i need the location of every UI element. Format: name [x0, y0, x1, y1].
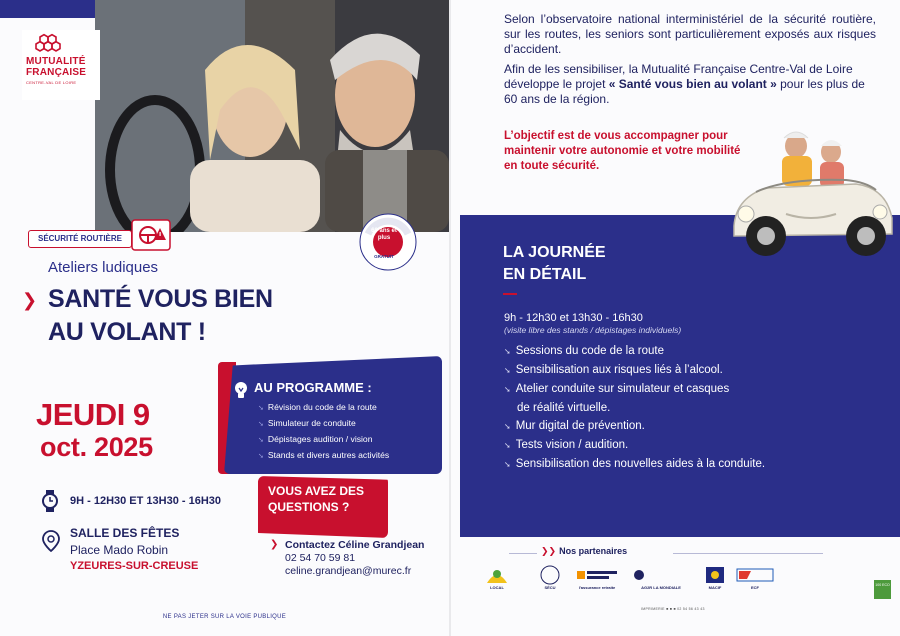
journee-title-line2: EN DÉTAIL	[503, 266, 587, 283]
arrow-bullet-icon: ➘	[258, 437, 264, 444]
arrow-bullet-icon: ➘	[504, 366, 511, 375]
partners-chevron-icon: ❯❯	[541, 546, 557, 556]
logo-name	[26, 56, 86, 78]
partner-logo-ag2r-icon	[631, 565, 691, 595]
journee-item-text: Sensibilisation des nouvelles aides à la conduite.	[515, 458, 766, 470]
journee-item	[504, 342, 765, 361]
program-item-text: Dépistages audition / vision	[267, 434, 373, 444]
journee-item	[504, 417, 765, 436]
journee-hours: 9h - 12h30 et 13h30 - 16h30	[504, 312, 643, 324]
venue-name: SALLE DES FÊTES	[70, 526, 180, 540]
vintage-car-illustration	[726, 118, 896, 268]
partner-logo-label: MACIF	[708, 585, 722, 590]
journee-item-text: Tests vision / audition.	[515, 439, 629, 451]
partner-logo-label: l'assurance retraite	[578, 585, 616, 590]
journee-item-text: Sensibilisation aux risques liés à l’alcool.	[515, 364, 723, 376]
flyer-front-page	[0, 0, 449, 636]
logo-name-line2: FRANÇAISE	[26, 67, 87, 78]
arrow-bullet-icon: ➘	[258, 421, 264, 428]
journee-item-text: Mur digital de prévention.	[515, 420, 645, 432]
journee-item-text: Atelier conduite sur simulateur et casques	[515, 383, 730, 395]
partner-logo-secu-icon	[535, 565, 565, 595]
arrow-bullet-icon: ➘	[504, 441, 511, 450]
arrow-bullet-icon: ➘	[258, 405, 264, 412]
partner-logo-label: SÉCU	[544, 585, 556, 590]
program-title: AU PROGRAMME :	[254, 380, 372, 395]
journee-item-text: Sessions du code de la route	[515, 345, 665, 357]
objective-statement: L’objectif est de vous accompagner pour maintenir votre autonomie et votre mobilité en toute sécurité.	[504, 130, 741, 172]
arrow-bullet-icon: ➘	[504, 422, 511, 431]
seal-free-label: GRATUIT	[374, 254, 394, 259]
logo-name-line1: MUTUALITÉ	[26, 56, 86, 67]
partner-logo-label: LOCAL	[490, 585, 504, 590]
partner-logo-label: ECF	[751, 585, 759, 590]
event-hours: 9H - 12H30 ET 13H30 - 16H30	[70, 495, 222, 507]
partner-logo-macif-icon	[703, 565, 727, 595]
footer-note: NE PAS JETER SUR LA VOIE PUBLIQUE	[162, 614, 287, 620]
contact-email[interactable]: celine.grandjean@murec.fr	[285, 565, 412, 577]
intro-2-project-name: « Santé vous bien au volant »	[608, 77, 777, 91]
intro-paragraph-2	[504, 62, 876, 107]
partner-logos	[483, 565, 843, 595]
logo-region: CENTRE-VAL DE LOIRE	[26, 80, 77, 85]
program-item-text: Révision du code de la route	[267, 402, 377, 412]
program-item-text: Simulateur de conduite	[267, 418, 356, 428]
intro-2-end: pour les plus de 60 ans de la région.	[504, 77, 865, 106]
program-item	[258, 448, 389, 464]
arrow-bullet-icon: ➘	[258, 453, 264, 460]
seal-age-label: 60 ans et plus	[371, 228, 397, 241]
program-list	[258, 400, 389, 464]
flyer-back-page	[451, 0, 900, 636]
event-date-month-year: oct. 2025	[40, 432, 153, 462]
journee-item	[504, 380, 765, 417]
contact-chevron-icon: ❯	[270, 539, 279, 550]
securite-routiere-label: SÉCURITÉ ROUTIÈRE	[37, 234, 122, 243]
journee-item-text-continuation: de réalité virtuelle.	[517, 402, 611, 414]
partners-divider-right	[673, 553, 823, 554]
lightbulb-icon	[233, 380, 249, 400]
venue-city: YZEURES-SUR-CREUSE	[70, 560, 199, 572]
watch-icon	[40, 490, 60, 512]
venue-street: Place Mado Robin	[70, 543, 169, 557]
title-chevron-icon: ❯	[22, 290, 38, 310]
event-date-day: JEUDI 9	[36, 397, 150, 432]
partner-logo-assurance-retraite-icon	[575, 565, 619, 595]
partner-logo-label: AG2R LA MONDIALE	[641, 585, 681, 590]
program-item	[258, 400, 389, 416]
partners-title	[537, 546, 631, 557]
program-item	[258, 432, 389, 448]
journee-title-line1: LA JOURNÉE	[503, 244, 606, 261]
program-item-text: Stands et divers autres activités	[267, 450, 390, 460]
contact-name: Contactez Céline Grandjean	[285, 539, 425, 551]
partners-title-text: Nos partenaires	[559, 546, 628, 556]
journee-item	[504, 455, 765, 474]
arrow-bullet-icon: ➘	[504, 385, 511, 394]
journee-title-underline	[503, 293, 517, 295]
partner-logo-ecf-icon	[735, 565, 775, 595]
intro-2-start: Afin de les sensibiliser, la Mutualité Française Centre-Val de Loire développe le projet	[504, 62, 853, 91]
mutualite-francaise-logo	[22, 30, 100, 100]
age-seal-icon	[358, 212, 418, 272]
questions-text: VOUS AVEZ DES QUESTIONS ?	[268, 484, 365, 514]
journee-hours-note: (visite libre des stands / dépistages individuels)	[504, 325, 682, 335]
printer-info: IMPRIMERIE ■ ■ ■ 02 54 56 43 43	[641, 607, 705, 611]
main-title-line2: AU VOLANT !	[48, 318, 206, 346]
arrow-bullet-icon: ➘	[504, 347, 511, 356]
partner-logo-local-icon	[483, 565, 511, 595]
journee-item	[504, 436, 765, 455]
program-item	[258, 416, 389, 432]
subtitle-ateliers: Ateliers ludiques	[48, 259, 159, 276]
arrow-bullet-icon: ➘	[504, 460, 511, 469]
journee-item	[504, 361, 765, 380]
journee-activities-list	[504, 342, 765, 474]
eco-print-badge: 100 ECO	[874, 580, 891, 599]
intro-paragraph-1: Selon l’observatoire national interministériel de la sécurité routière, sur les routes, les seniors sont particulièrement exposés aux risques d’accident.	[504, 12, 876, 56]
securite-routiere-badge	[28, 230, 132, 248]
contact-phone[interactable]: 02 54 70 59 81	[285, 552, 356, 564]
hero-photo-seniors-driving	[95, 0, 449, 232]
location-pin-icon	[42, 530, 60, 552]
road-safety-warning-icon	[130, 218, 172, 252]
main-title-line1: SANTÉ VOUS BIEN	[48, 285, 273, 313]
